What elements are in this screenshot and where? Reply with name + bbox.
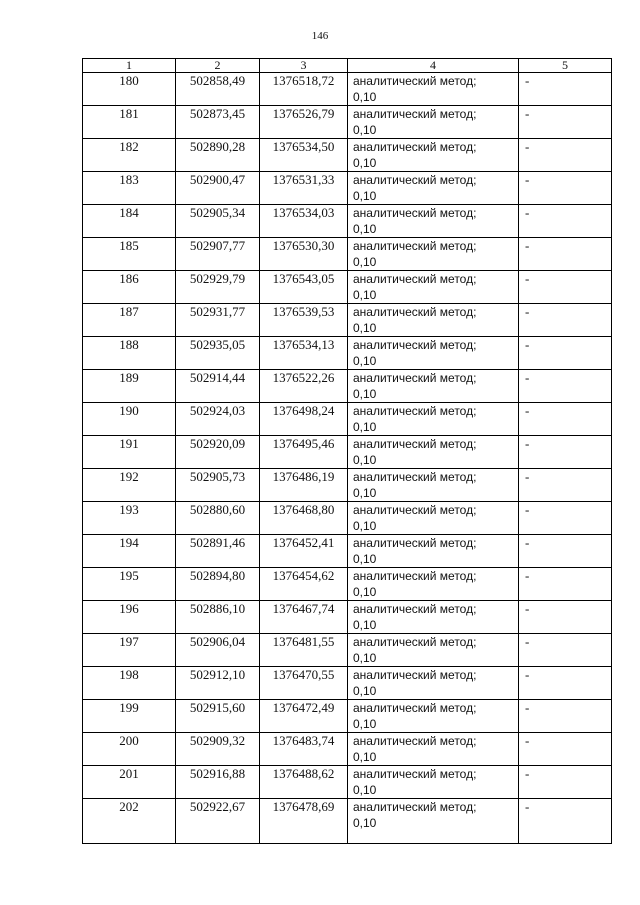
- y-coordinate-text: 1376467,74: [272, 601, 335, 616]
- method-text: аналитический метод;: [353, 767, 477, 781]
- x-coordinate-cell: [176, 700, 260, 733]
- y-coordinate-text: 1376518,72: [272, 73, 335, 88]
- method-cell: [348, 766, 519, 799]
- y-coordinate-text: 1376534,50: [272, 139, 335, 154]
- table-row: [83, 568, 612, 601]
- point-number-text: 183: [119, 172, 139, 187]
- point-number-cell: [83, 766, 176, 799]
- table-row: [83, 106, 612, 139]
- point-number-text: 194: [119, 535, 139, 550]
- method-text: аналитический метод;: [353, 470, 477, 484]
- method-text: аналитический метод;: [353, 800, 477, 814]
- x-coordinate-cell: [176, 502, 260, 535]
- point-number-cell: [83, 601, 176, 634]
- y-coordinate-cell: [260, 700, 348, 733]
- y-coordinate-cell: [260, 601, 348, 634]
- point-number-text: 182: [119, 139, 139, 154]
- coordinates-table: [82, 58, 612, 844]
- table-row: [83, 502, 612, 535]
- point-number-cell: [83, 436, 176, 469]
- method-text: аналитический метод;: [353, 437, 477, 451]
- method-text: 0,10: [353, 717, 377, 731]
- method-text: 0,10: [353, 750, 377, 764]
- x-coordinate-cell: [176, 733, 260, 766]
- method-text: аналитический метод;: [353, 668, 477, 682]
- method-cell: [348, 733, 519, 766]
- x-coordinate-text: 502914,44: [189, 370, 246, 385]
- point-number-cell: [83, 634, 176, 667]
- y-coordinate-text: 1376486,19: [272, 469, 335, 484]
- method-text: 0,10: [353, 255, 377, 269]
- note-text: -: [525, 469, 530, 484]
- note-text: -: [525, 205, 530, 220]
- note-cell: [519, 535, 612, 568]
- y-coordinate-text: 1376543,05: [272, 271, 335, 286]
- y-coordinate-text: 1376478,69: [272, 799, 335, 814]
- method-text: аналитический метод;: [353, 404, 477, 418]
- x-coordinate-cell: [176, 337, 260, 370]
- column-header: 5: [519, 59, 612, 73]
- y-coordinate-cell: [260, 436, 348, 469]
- y-coordinate-cell: [260, 271, 348, 304]
- page-number: 146: [311, 30, 329, 42]
- method-text: 0,10: [353, 783, 377, 797]
- y-coordinate-cell: [260, 106, 348, 139]
- column-header: 3: [260, 59, 348, 73]
- note-text: -: [525, 799, 530, 814]
- table-row: [83, 733, 612, 766]
- method-cell: [348, 304, 519, 337]
- note-text: -: [525, 733, 530, 748]
- table-row: [83, 139, 612, 172]
- x-coordinate-text: 502920,09: [189, 436, 246, 451]
- y-coordinate-cell: [260, 337, 348, 370]
- note-cell: [519, 106, 612, 139]
- y-coordinate-text: 1376522,26: [272, 370, 335, 385]
- method-text: аналитический метод;: [353, 173, 477, 187]
- point-number-text: 201: [119, 766, 139, 781]
- method-text: 0,10: [353, 519, 377, 533]
- method-text: 0,10: [353, 552, 377, 566]
- x-coordinate-cell: [176, 172, 260, 205]
- x-coordinate-text: 502935,05: [189, 337, 246, 352]
- point-number-cell: [83, 238, 176, 271]
- point-number-cell: [83, 304, 176, 337]
- x-coordinate-text: 502894,80: [189, 568, 246, 583]
- x-coordinate-cell: [176, 667, 260, 700]
- table-body: [83, 73, 612, 844]
- method-cell: [348, 634, 519, 667]
- note-text: -: [525, 766, 530, 781]
- point-number-text: 191: [119, 436, 139, 451]
- y-coordinate-cell: [260, 205, 348, 238]
- x-coordinate-text: 502905,73: [189, 469, 246, 484]
- table-row: [83, 271, 612, 304]
- method-cell: [348, 337, 519, 370]
- method-text: 0,10: [353, 189, 377, 203]
- note-text: -: [525, 73, 530, 88]
- x-coordinate-cell: [176, 106, 260, 139]
- method-text: аналитический метод;: [353, 107, 477, 121]
- point-number-text: 180: [119, 73, 139, 88]
- method-text: 0,10: [353, 816, 377, 830]
- note-cell: [519, 304, 612, 337]
- method-text: 0,10: [353, 453, 377, 467]
- x-coordinate-text: 502890,28: [189, 139, 246, 154]
- table-row: [83, 799, 612, 844]
- note-cell: [519, 733, 612, 766]
- table-row: [83, 436, 612, 469]
- point-number-cell: [83, 799, 176, 844]
- method-cell: [348, 403, 519, 436]
- point-number-text: 202: [119, 799, 139, 814]
- method-text: аналитический метод;: [353, 701, 477, 715]
- method-text: 0,10: [353, 288, 377, 302]
- y-coordinate-text: 1376498,24: [272, 403, 335, 418]
- note-text: -: [525, 502, 530, 517]
- x-coordinate-cell: [176, 271, 260, 304]
- note-cell: [519, 766, 612, 799]
- x-coordinate-text: 502915,60: [189, 700, 246, 715]
- y-coordinate-text: 1376539,53: [272, 304, 335, 319]
- note-text: -: [525, 568, 530, 583]
- point-number-cell: [83, 403, 176, 436]
- method-text: аналитический метод;: [353, 602, 477, 616]
- note-cell: [519, 667, 612, 700]
- note-text: -: [525, 271, 530, 286]
- note-text: -: [525, 172, 530, 187]
- table-row: [83, 766, 612, 799]
- header-row: [83, 59, 612, 73]
- point-number-text: 198: [119, 667, 139, 682]
- method-text: 0,10: [353, 684, 377, 698]
- table-row: [83, 403, 612, 436]
- x-coordinate-cell: [176, 73, 260, 106]
- method-cell: [348, 799, 519, 844]
- table-row: [83, 469, 612, 502]
- y-coordinate-text: 1376495,46: [272, 436, 335, 451]
- note-text: -: [525, 139, 530, 154]
- y-coordinate-cell: [260, 139, 348, 172]
- y-coordinate-cell: [260, 370, 348, 403]
- method-text: 0,10: [353, 651, 377, 665]
- x-coordinate-text: 502880,60: [189, 502, 246, 517]
- method-cell: [348, 535, 519, 568]
- method-cell: [348, 502, 519, 535]
- x-coordinate-cell: [176, 601, 260, 634]
- note-text: -: [525, 700, 530, 715]
- method-text: аналитический метод;: [353, 140, 477, 154]
- x-coordinate-text: 502907,77: [189, 238, 246, 253]
- point-number-text: 193: [119, 502, 139, 517]
- point-number-text: 197: [119, 634, 139, 649]
- note-cell: [519, 139, 612, 172]
- table-row: [83, 304, 612, 337]
- note-cell: [519, 502, 612, 535]
- table-row: [83, 535, 612, 568]
- x-coordinate-text: 502931,77: [189, 304, 246, 319]
- method-text: 0,10: [353, 321, 377, 335]
- x-coordinate-cell: [176, 304, 260, 337]
- point-number-text: 190: [119, 403, 139, 418]
- note-text: -: [525, 304, 530, 319]
- point-number-text: 187: [119, 304, 139, 319]
- y-coordinate-cell: [260, 667, 348, 700]
- note-cell: [519, 436, 612, 469]
- method-text: 0,10: [353, 618, 377, 632]
- x-coordinate-cell: [176, 238, 260, 271]
- x-coordinate-cell: [176, 436, 260, 469]
- note-cell: [519, 403, 612, 436]
- x-coordinate-cell: [176, 139, 260, 172]
- method-text: 0,10: [353, 585, 377, 599]
- y-coordinate-text: 1376531,33: [272, 172, 335, 187]
- point-number-cell: [83, 370, 176, 403]
- method-text: аналитический метод;: [353, 74, 477, 88]
- x-coordinate-cell: [176, 370, 260, 403]
- y-coordinate-text: 1376488,62: [272, 766, 335, 781]
- method-text: аналитический метод;: [353, 338, 477, 352]
- note-text: -: [525, 436, 530, 451]
- x-coordinate-text: 502922,67: [189, 799, 246, 814]
- note-cell: [519, 172, 612, 205]
- note-text: -: [525, 535, 530, 550]
- method-text: 0,10: [353, 486, 377, 500]
- point-number-text: 200: [119, 733, 139, 748]
- x-coordinate-text: 502891,46: [189, 535, 246, 550]
- y-coordinate-cell: [260, 403, 348, 436]
- method-text: 0,10: [353, 354, 377, 368]
- note-text: -: [525, 601, 530, 616]
- point-number-text: 184: [119, 205, 139, 220]
- method-text: аналитический метод;: [353, 569, 477, 583]
- x-coordinate-text: 502900,47: [189, 172, 246, 187]
- method-cell: [348, 469, 519, 502]
- method-text: аналитический метод;: [353, 206, 477, 220]
- note-text: -: [525, 337, 530, 352]
- table-row: [83, 634, 612, 667]
- y-coordinate-cell: [260, 502, 348, 535]
- x-coordinate-cell: [176, 469, 260, 502]
- column-header: 4: [348, 59, 519, 73]
- method-cell: [348, 568, 519, 601]
- point-number-cell: [83, 106, 176, 139]
- point-number-text: 185: [119, 238, 139, 253]
- point-number-cell: [83, 700, 176, 733]
- point-number-text: 188: [119, 337, 139, 352]
- x-coordinate-cell: [176, 403, 260, 436]
- note-cell: [519, 634, 612, 667]
- point-number-cell: [83, 535, 176, 568]
- table-row: [83, 172, 612, 205]
- method-text: аналитический метод;: [353, 536, 477, 550]
- point-number-cell: [83, 271, 176, 304]
- column-header: 1: [83, 59, 176, 73]
- x-coordinate-text: 502905,34: [189, 205, 246, 220]
- x-coordinate-cell: [176, 634, 260, 667]
- method-text: 0,10: [353, 123, 377, 137]
- method-cell: [348, 667, 519, 700]
- table-row: [83, 337, 612, 370]
- table-row: [83, 238, 612, 271]
- point-number-cell: [83, 172, 176, 205]
- note-cell: [519, 337, 612, 370]
- note-text: -: [525, 238, 530, 253]
- note-text: -: [525, 106, 530, 121]
- method-cell: [348, 139, 519, 172]
- method-text: 0,10: [353, 222, 377, 236]
- x-coordinate-text: 502873,45: [189, 106, 246, 121]
- point-number-cell: [83, 139, 176, 172]
- note-text: -: [525, 370, 530, 385]
- table-row: [83, 667, 612, 700]
- table-row: [83, 73, 612, 106]
- method-text: аналитический метод;: [353, 305, 477, 319]
- note-cell: [519, 799, 612, 844]
- x-coordinate-cell: [176, 205, 260, 238]
- note-text: -: [525, 667, 530, 682]
- table-row: [83, 700, 612, 733]
- y-coordinate-cell: [260, 568, 348, 601]
- point-number-text: 186: [119, 271, 139, 286]
- note-cell: [519, 205, 612, 238]
- method-cell: [348, 172, 519, 205]
- method-text: аналитический метод;: [353, 503, 477, 517]
- y-coordinate-cell: [260, 238, 348, 271]
- point-number-text: 196: [119, 601, 139, 616]
- x-coordinate-text: 502916,88: [189, 766, 246, 781]
- table-row: [83, 370, 612, 403]
- x-coordinate-text: 502929,79: [189, 271, 246, 286]
- y-coordinate-cell: [260, 172, 348, 205]
- note-cell: [519, 469, 612, 502]
- note-cell: [519, 601, 612, 634]
- note-text: -: [525, 403, 530, 418]
- y-coordinate-text: 1376483,74: [272, 733, 335, 748]
- point-number-cell: [83, 502, 176, 535]
- method-text: 0,10: [353, 420, 377, 434]
- note-cell: [519, 370, 612, 403]
- method-text: 0,10: [353, 156, 377, 170]
- method-text: аналитический метод;: [353, 734, 477, 748]
- method-cell: [348, 271, 519, 304]
- point-number-text: 189: [119, 370, 139, 385]
- column-header: 2: [176, 59, 260, 73]
- method-cell: [348, 106, 519, 139]
- y-coordinate-text: 1376470,55: [272, 667, 335, 682]
- y-coordinate-text: 1376468,80: [272, 502, 335, 517]
- point-number-text: 199: [119, 700, 139, 715]
- method-cell: [348, 73, 519, 106]
- x-coordinate-cell: [176, 799, 260, 844]
- point-number-cell: [83, 469, 176, 502]
- y-coordinate-text: 1376530,30: [272, 238, 335, 253]
- x-coordinate-cell: [176, 766, 260, 799]
- y-coordinate-cell: [260, 766, 348, 799]
- x-coordinate-cell: [176, 568, 260, 601]
- y-coordinate-text: 1376526,79: [272, 106, 335, 121]
- point-number-cell: [83, 337, 176, 370]
- x-coordinate-text: 502906,04: [189, 634, 246, 649]
- method-cell: [348, 370, 519, 403]
- point-number-cell: [83, 733, 176, 766]
- x-coordinate-text: 502909,32: [189, 733, 246, 748]
- y-coordinate-cell: [260, 304, 348, 337]
- method-text: аналитический метод;: [353, 371, 477, 385]
- y-coordinate-text: 1376534,13: [272, 337, 335, 352]
- method-text: 0,10: [353, 90, 377, 104]
- y-coordinate-cell: [260, 469, 348, 502]
- y-coordinate-cell: [260, 799, 348, 844]
- note-cell: [519, 700, 612, 733]
- y-coordinate-text: 1376472,49: [272, 700, 335, 715]
- x-coordinate-text: 502858,49: [189, 73, 246, 88]
- point-number-text: 181: [119, 106, 139, 121]
- method-cell: [348, 601, 519, 634]
- y-coordinate-text: 1376454,62: [272, 568, 335, 583]
- method-cell: [348, 700, 519, 733]
- y-coordinate-text: 1376481,55: [272, 634, 335, 649]
- note-cell: [519, 568, 612, 601]
- point-number-text: 192: [119, 469, 139, 484]
- method-cell: [348, 238, 519, 271]
- y-coordinate-cell: [260, 535, 348, 568]
- method-cell: [348, 205, 519, 238]
- x-coordinate-text: 502912,10: [189, 667, 246, 682]
- y-coordinate-cell: [260, 73, 348, 106]
- method-text: аналитический метод;: [353, 272, 477, 286]
- table-row: [83, 601, 612, 634]
- note-cell: [519, 73, 612, 106]
- note-text: -: [525, 634, 530, 649]
- method-text: 0,10: [353, 387, 377, 401]
- x-coordinate-text: 502886,10: [189, 601, 246, 616]
- point-number-cell: [83, 73, 176, 106]
- method-text: аналитический метод;: [353, 239, 477, 253]
- point-number-cell: [83, 667, 176, 700]
- x-coordinate-text: 502924,03: [189, 403, 246, 418]
- y-coordinate-text: 1376452,41: [272, 535, 335, 550]
- point-number-text: 195: [119, 568, 139, 583]
- method-cell: [348, 436, 519, 469]
- point-number-cell: [83, 568, 176, 601]
- y-coordinate-cell: [260, 634, 348, 667]
- y-coordinate-cell: [260, 733, 348, 766]
- y-coordinate-text: 1376534,03: [272, 205, 335, 220]
- method-text: аналитический метод;: [353, 635, 477, 649]
- note-cell: [519, 238, 612, 271]
- point-number-cell: [83, 205, 176, 238]
- table-row: [83, 205, 612, 238]
- x-coordinate-cell: [176, 535, 260, 568]
- note-cell: [519, 271, 612, 304]
